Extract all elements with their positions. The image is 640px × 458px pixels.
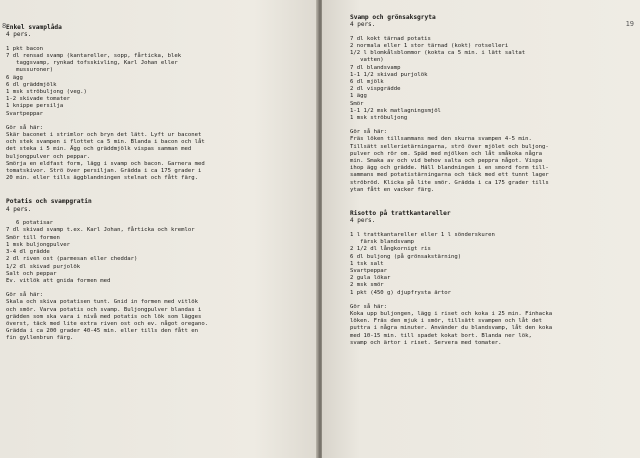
recipe-svamp-och-gronsaksgryta <box>350 14 632 194</box>
ingredient: 1 knippe persilja <box>6 103 64 110</box>
recipe-title: Svamp och grönsaksgryta <box>350 14 436 21</box>
ingredient: 1 tsk salt <box>350 260 384 267</box>
ingredient: 1-1 1/2 msk matlagningsmjöl <box>350 107 441 114</box>
method-line: sammans med potatistärningarna och täck med ett tunnt lager <box>350 172 549 179</box>
method-heading: Gör så här: <box>6 124 44 131</box>
ingredient-list <box>6 220 308 285</box>
ingredient: mussuroner) <box>6 67 54 74</box>
method-text <box>350 311 632 347</box>
method-text <box>6 299 308 342</box>
recipe-servings: 4 pers. <box>6 205 32 213</box>
ingredient: 1 pkt (450 g) djupfrysta ärtor <box>350 289 452 296</box>
method-line: Grädda i ca 200 grader 40-45 min. eller tills den fått en <box>6 328 198 335</box>
method-line: buljongpulver och peppar. <box>6 153 91 160</box>
method-line: fin gyllenbrun färg. <box>6 335 74 342</box>
recipe-title: Enkel svamplåda <box>6 24 62 31</box>
ingredient: taggsvamp, rynkad tofsskivling, Karl Johan eller <box>6 60 178 67</box>
method-line: Skala och skiva potatisen tunt. Gnid in formen med vitlök <box>6 299 198 306</box>
ingredient: 1 msk ströbuljong <box>350 115 408 122</box>
method-text <box>6 132 308 182</box>
ingredient: Svartpeppar <box>6 110 44 117</box>
ingredient-list <box>6 46 308 118</box>
ingredient: 3-4 dl grädde <box>6 249 50 256</box>
ingredient: vatten) <box>350 57 384 64</box>
page-number-left: 8 <box>2 22 7 30</box>
ingredient: 1-1 1/2 skivad purjolök <box>350 71 428 78</box>
method-line: Smörja en eldfast form, lägg i svamp och bacon. Garnera med <box>6 160 205 167</box>
ingredient-list <box>350 36 632 122</box>
ingredient: 6 dl mjölk <box>350 79 384 86</box>
ingredient: Ev. vitlök att gnida formen med <box>6 277 111 284</box>
method-line: med 10-15 min. till spadet kokat bort. Blanda ner lök, <box>350 332 532 339</box>
ingredient: 7 dl kokt tärnad potatis <box>350 35 431 42</box>
recipe-enkel-svamplada <box>6 24 308 182</box>
ingredient: Salt och peppar <box>6 270 57 277</box>
right-page <box>322 0 640 458</box>
method-text <box>350 136 632 194</box>
method-line: Tillsätt sellerietärningarna, strö över mjölet och buljong- <box>350 143 549 150</box>
ingredient: 2 1/2 dl långkornigt ris <box>350 246 431 253</box>
ingredient: 7 dl rensad svamp (kantareller, sopp, fårticka, blek <box>6 53 182 60</box>
recipe-title: Risotto på trattkantareller <box>350 210 451 218</box>
method-line: tomatskivor. Strö över persiljan. Grädda i ca 175 grader i <box>6 168 202 175</box>
ingredient: 2 dl vispgrädde <box>350 86 401 93</box>
ingredient: 1/2 dl skivad purjolök <box>6 263 81 270</box>
method-line: det steka i 5 min. Ägg och gräddmjölk vispas samman med <box>6 146 192 153</box>
recipe-title: Potatis och svampgratin <box>6 198 92 206</box>
left-page <box>0 0 318 458</box>
ingredient: Smör till formen <box>6 234 60 241</box>
method-line: puttra i några minuter. Använder du blandsvamp, låt den koka <box>350 325 553 332</box>
recipe-risotto-pa-trattkantareller <box>350 210 632 347</box>
recipe-servings: 4 pers. <box>350 21 376 29</box>
ingredient: 1 pkt bacon <box>6 45 44 52</box>
ingredient: 6 ägg <box>6 74 23 81</box>
ingredient: 1 msk ströbuljong (veg.) <box>6 89 87 96</box>
method-heading: Gör så här: <box>6 292 44 299</box>
ingredient: 2 gula lökar <box>350 275 391 282</box>
method-line: ytan fått en vacker färg. <box>350 186 435 193</box>
ingredient: 1 ägg <box>350 93 367 100</box>
method-line: Skär baconet i strimlor och bryn det lätt. Lyft ur baconet <box>6 132 202 139</box>
method-line: ströbröd. Klicka på lite smör. Grädda i ca 175 grader tills <box>350 179 549 186</box>
ingredient: 2 dl riven ost (parmesan eller cheddar) <box>6 256 138 263</box>
recipe-servings: 4 pers. <box>350 217 376 225</box>
method-heading: Gör så här: <box>350 303 388 310</box>
ingredient: 2 msk smör <box>350 282 384 289</box>
page-number-right: 19 <box>625 20 634 28</box>
method-line: Koka upp buljongen, lägg i riset och koka i 25 min. Finhacka <box>350 310 553 317</box>
recipe-potatis-och-svampgratin <box>6 198 308 342</box>
method-line: svamp och ärtor i riset. Servera med tomater. <box>350 339 502 346</box>
ingredient: Smör <box>350 100 364 107</box>
method-line: överst, täck med lite extra riven ost och ev. något oregano. <box>6 320 209 327</box>
ingredient: 2 normala eller 1 stor tärnad (kokt) rotselleri <box>350 43 509 50</box>
ingredient: 1 msk buljongpulver <box>6 241 70 248</box>
ingredient: 1/2 l blomkålsblommor (kokta ca 5 min. i lätt saltat <box>350 50 526 57</box>
ingredient: 6 dl gräddmjölk <box>6 81 57 88</box>
ingredient: 6 dl buljong (på grönsakstärning) <box>350 253 462 260</box>
method-line: och smör. Varva potatis och svamp. Buljongpulver blandas i <box>6 306 202 313</box>
ingredient: 1 l trattkantareller eller 1 l sönderskuren <box>350 231 495 238</box>
ingredient: 6 potatisar <box>16 220 54 227</box>
ingredient: 7 dl skivad svamp t.ex. Karl Johan, fårticka och kremlor <box>6 227 195 234</box>
method-line: grädden som ska vara i nivå med potatis och lök som lägges <box>6 313 202 320</box>
method-line: pulver och rör om. Späd med mjölken och låt småkoka några <box>350 150 542 157</box>
method-line: och stek svampen i flottet ca 5 min. Blanda i bacon och låt <box>6 139 205 146</box>
ingredient-list <box>350 232 632 297</box>
method-line: min. Smaka av och vid behov salta och peppra något. Vispa <box>350 158 542 165</box>
method-heading: Gör så här: <box>350 129 388 136</box>
method-line: 20 min. eller tills äggblandningen stelnat och fått färg. <box>6 175 198 182</box>
recipe-servings: 4 pers. <box>6 31 32 39</box>
ingredient: 1-2 skivade tomater <box>6 96 70 103</box>
method-line: löken. Fräs den mjuk i smör, tillsätt svampen och låt det <box>350 318 542 325</box>
ingredient: 7 dl blandsvamp <box>350 64 401 71</box>
method-line: ihop ägg och grädde. Häll blandningen i en smord form till- <box>350 165 549 172</box>
method-line: Fräs löken tillsammans med den skurna svampen 4-5 min. <box>350 136 532 143</box>
ingredient: färsk blandsvamp <box>350 239 414 246</box>
ingredient: Svartpeppar <box>350 267 388 274</box>
